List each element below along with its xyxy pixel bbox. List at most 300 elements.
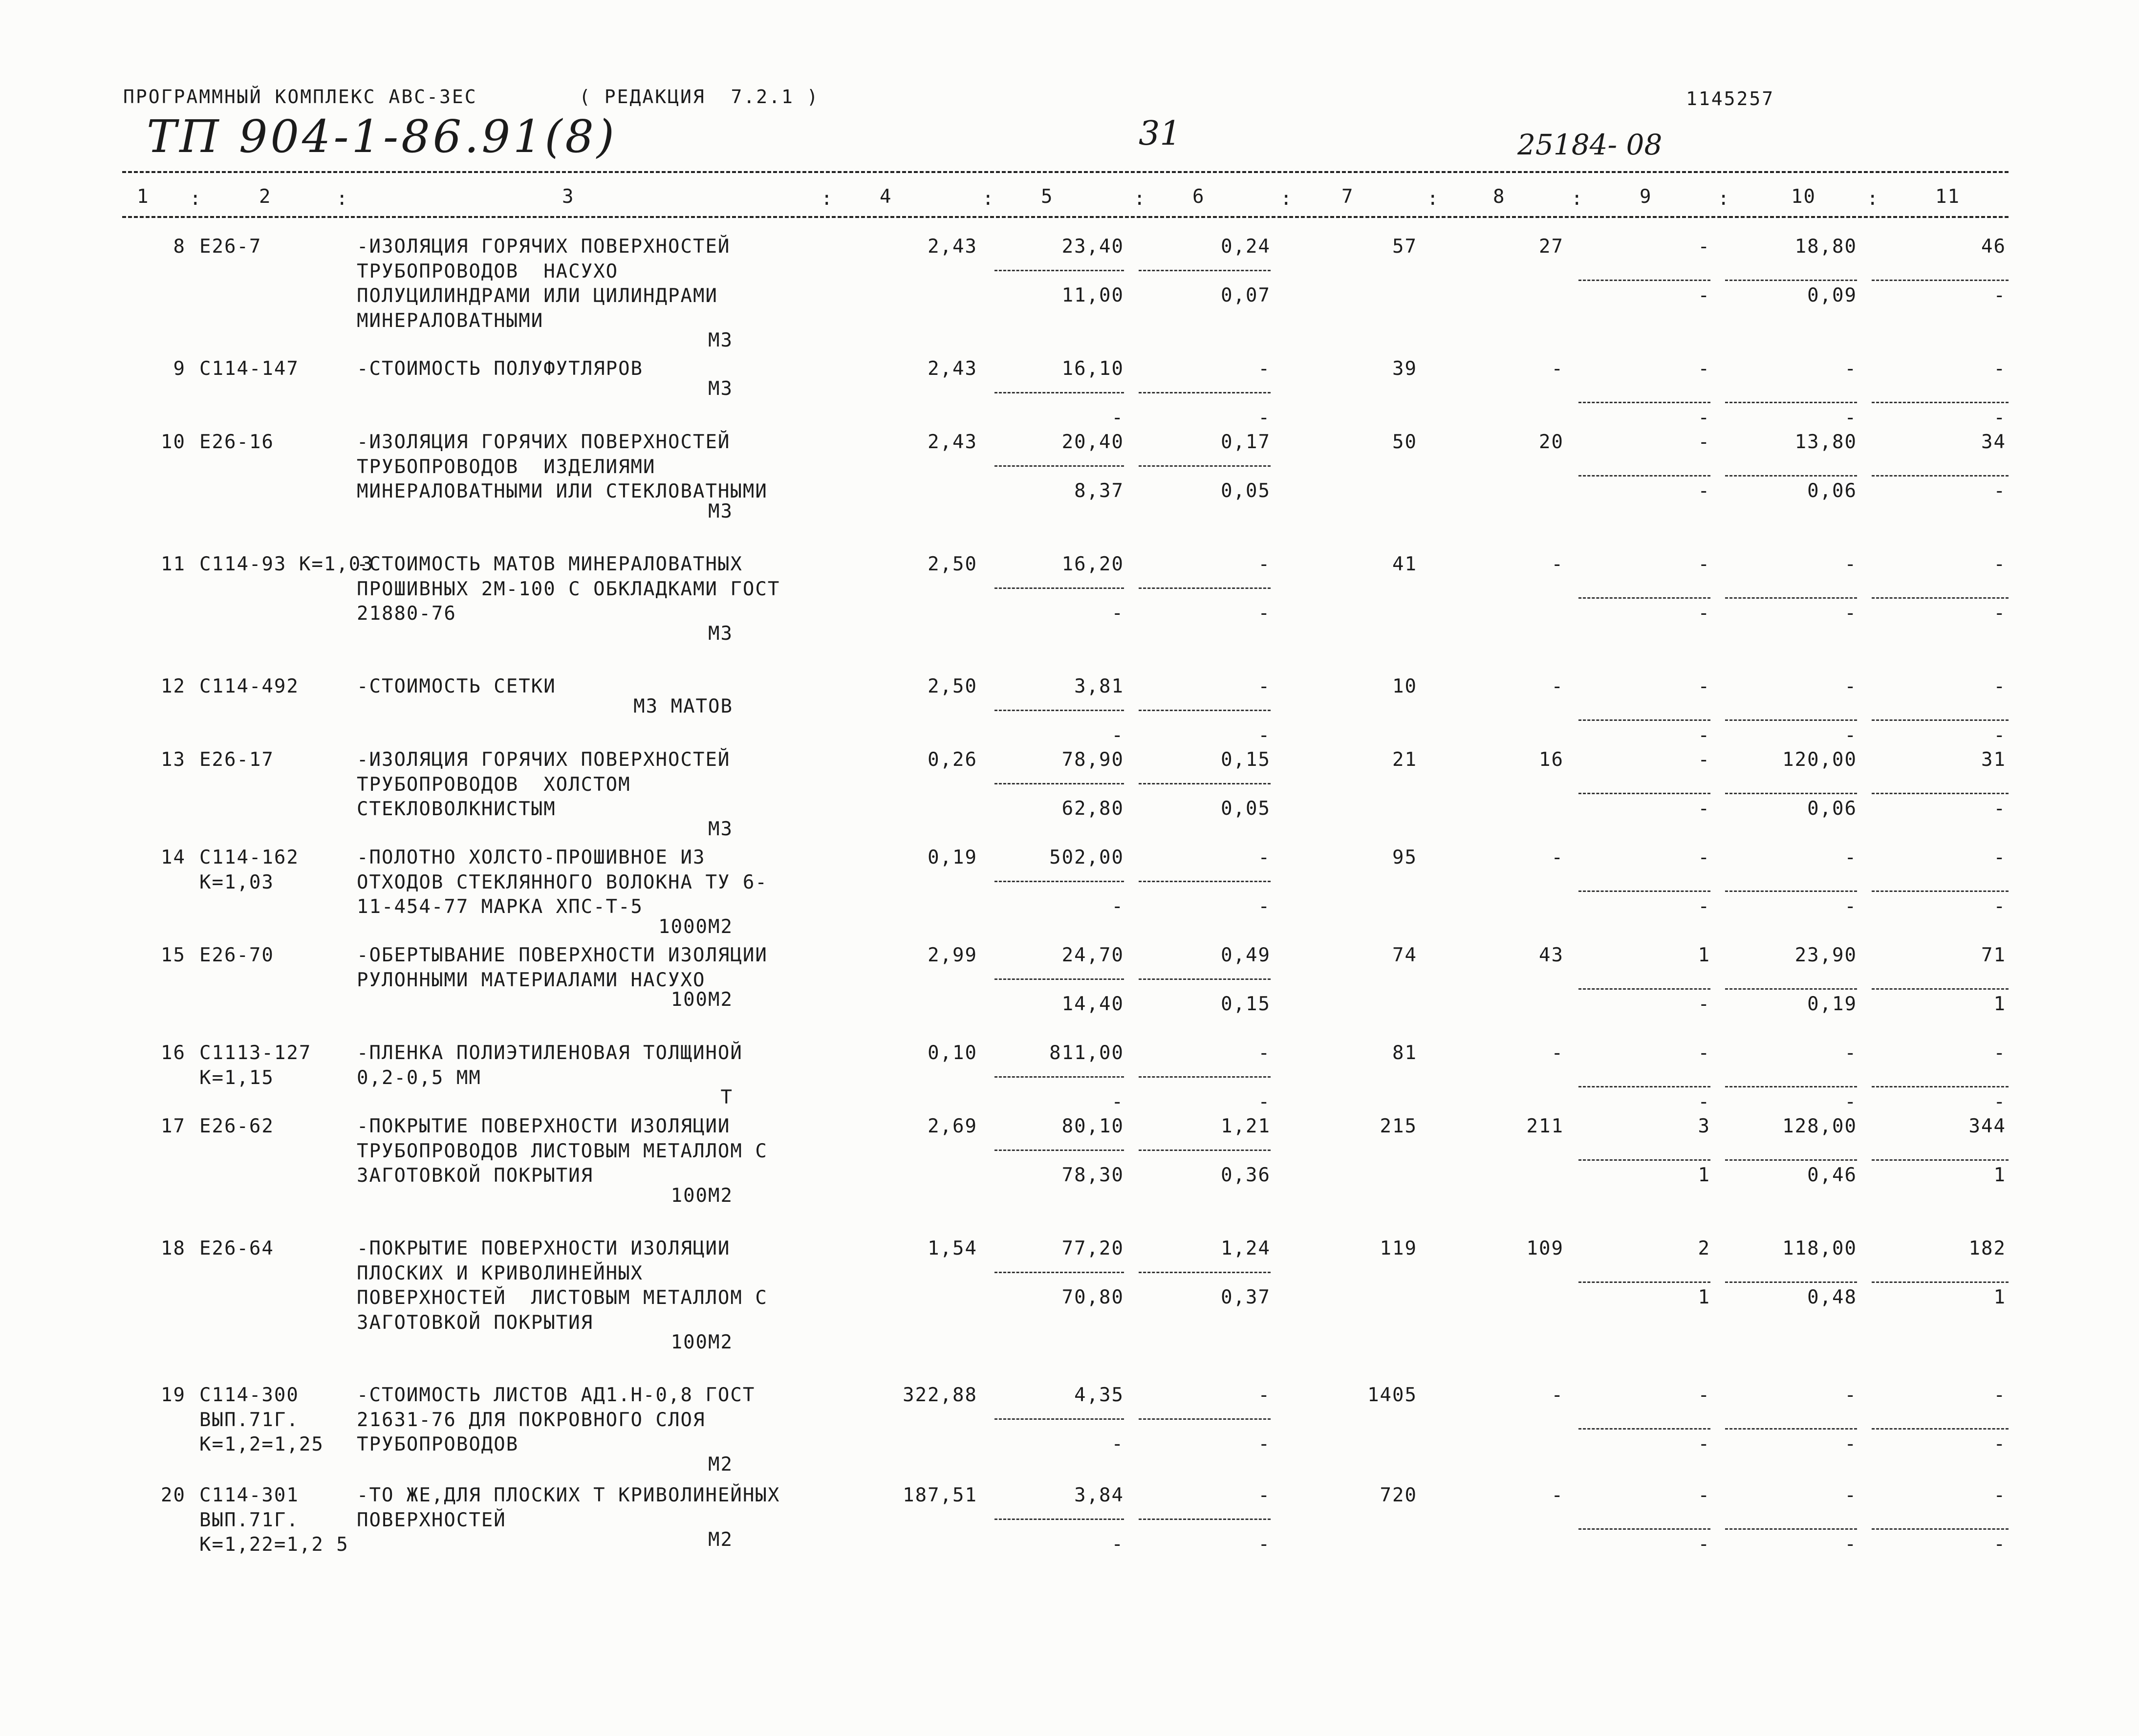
resource-code: С114-301 ВЫП.71Г. К=1,22=1,2 5 — [199, 1484, 349, 1556]
labor-total: 344 — [1968, 1115, 2006, 1137]
quantity: 2,99 — [928, 944, 977, 966]
total-wages: 211 — [1526, 1115, 1564, 1137]
unit-cost-machines: - — [1258, 1042, 1271, 1064]
unit-of-measure: М3 — [708, 622, 733, 645]
total-machines: - — [1698, 675, 1710, 697]
total-machines: 1 — [1698, 944, 1710, 966]
unit-cost-machine-wages: - — [1258, 1433, 1271, 1455]
total-cost: 39 — [1392, 358, 1417, 380]
work-description: -ПЛЕНКА ПОЛИЭТИЛЕНОВАЯ ТОЛЩИНОЙ 0,2-0,5 ММ — [357, 1042, 756, 1089]
fraction-rule — [1725, 719, 1857, 721]
column-number: 10 — [1791, 186, 1816, 208]
total-machine-wages: - — [1698, 993, 1710, 1015]
row-number: 18 — [161, 1237, 186, 1259]
labor-total: - — [1993, 1484, 2006, 1506]
labor-per-unit: 118,00 — [1782, 1237, 1857, 1259]
fraction-rule — [1139, 587, 1271, 589]
unit-cost-machine-wages: 0,05 — [1221, 480, 1271, 502]
fraction-rule — [994, 1418, 1124, 1420]
fraction-rule — [1725, 402, 1857, 403]
total-cost: 119 — [1380, 1237, 1417, 1259]
fraction-rule — [1872, 988, 2009, 990]
column-separator: : — [190, 188, 202, 210]
unit-of-measure: 100М2 — [670, 989, 733, 1011]
unit-cost-wages: - — [1111, 724, 1124, 746]
machinist-labor-per-unit: 0,19 — [1807, 993, 1857, 1015]
machinist-labor-per-unit: - — [1844, 602, 1857, 624]
fraction-rule — [1139, 465, 1271, 467]
fraction-rule — [1139, 270, 1271, 271]
total-machines: - — [1698, 358, 1710, 380]
work-description: -ИЗОЛЯЦИЯ ГОРЯЧИХ ПОВЕРХНОСТЕЙ ТРУБОПРОВОДОВ ХОЛСТОМ СТЕКЛОВОЛКНИСТЫМ — [357, 749, 743, 820]
unit-of-measure: 100М2 — [670, 1184, 733, 1207]
unit-cost-total: 3,81 — [1074, 675, 1124, 697]
total-wages: 27 — [1539, 236, 1564, 258]
fraction-rule — [1725, 1086, 1857, 1087]
column-separator: : — [336, 188, 349, 210]
unit-of-measure: 1000М2 — [658, 915, 733, 938]
unit-cost-total: 4,35 — [1074, 1384, 1124, 1406]
machinist-labor-per-unit: 0,46 — [1807, 1164, 1857, 1186]
fraction-rule — [994, 710, 1124, 711]
fraction-rule — [994, 270, 1124, 271]
column-separator: : — [982, 188, 995, 210]
unit-cost-machines: - — [1258, 1384, 1271, 1406]
column-number: 11 — [1935, 186, 1960, 208]
machinist-labor-per-unit: 0,48 — [1807, 1286, 1857, 1308]
total-machine-wages: - — [1698, 798, 1710, 820]
unit-cost-machine-wages: - — [1258, 724, 1271, 746]
row-number: 10 — [161, 431, 186, 453]
unit-cost-machines: 0,49 — [1221, 944, 1271, 966]
machinist-labor-total: - — [1993, 602, 2006, 624]
fraction-rule — [1578, 597, 1710, 599]
fraction-rule — [1578, 1528, 1710, 1530]
fraction-rule — [1139, 1150, 1271, 1151]
row-number: 13 — [161, 749, 186, 771]
unit-cost-wages: 11,00 — [1061, 284, 1124, 306]
fraction-rule — [1725, 597, 1857, 599]
total-machines: - — [1698, 749, 1710, 771]
unit-cost-total: 23,40 — [1061, 236, 1124, 258]
machinist-labor-per-unit: - — [1844, 1091, 1857, 1113]
fraction-rule — [1725, 280, 1857, 281]
resource-code: Е26-62 — [199, 1115, 274, 1137]
total-machines: - — [1698, 431, 1710, 453]
fraction-rule — [1872, 890, 2009, 892]
total-cost: 21 — [1392, 749, 1417, 771]
fraction-rule — [1139, 1418, 1271, 1420]
fraction-rule — [1872, 475, 2009, 477]
machinist-labor-total: - — [1993, 1091, 2006, 1113]
labor-per-unit: - — [1844, 553, 1857, 575]
labor-total: - — [1993, 358, 2006, 380]
work-description: -ПОКРЫТИЕ ПОВЕРХНОСТИ ИЗОЛЯЦИИ ТРУБОПРОВОДОВ ЛИСТОВЫМ МЕТАЛЛОМ С ЗАГОТОВКОЙ ПОКРЫТИЯ — [357, 1115, 780, 1187]
resource-code: С114-492 — [199, 675, 299, 697]
labor-per-unit: - — [1844, 675, 1857, 697]
row-number: 16 — [161, 1042, 186, 1064]
total-wages: - — [1551, 358, 1564, 380]
unit-cost-wages: - — [1111, 895, 1124, 917]
quantity: 2,43 — [928, 236, 977, 258]
fraction-rule — [1725, 475, 1857, 477]
total-wages: - — [1551, 846, 1564, 868]
column-number: 1 — [137, 186, 150, 208]
row-number: 8 — [173, 236, 186, 258]
unit-cost-machines: 0,24 — [1221, 236, 1271, 258]
labor-total: 46 — [1981, 236, 2006, 258]
fraction-rule — [1578, 1428, 1710, 1430]
total-machine-wages: - — [1698, 1533, 1710, 1555]
labor-total: 34 — [1981, 431, 2006, 453]
fraction-rule — [1139, 1272, 1271, 1273]
program-title: ПРОГРАММНЫЙ КОМПЛЕКС АВС-3ЕС — [123, 86, 477, 108]
fraction-rule — [1872, 597, 2009, 599]
unit-cost-total: 78,90 — [1061, 749, 1124, 771]
work-description: -ИЗОЛЯЦИЯ ГОРЯЧИХ ПОВЕРХНОСТЕЙ ТРУБОПРОВОДОВ НАСУХО ПОЛУЦИЛИНДРАМИ ИЛИ ЦИЛИНДРАМИ МИНЕРАЛОВАТНЫМИ — [357, 236, 743, 332]
fraction-rule — [1578, 1086, 1710, 1087]
quantity: 0,10 — [928, 1042, 977, 1064]
column-number: 2 — [259, 186, 272, 208]
unit-cost-machine-wages: 0,36 — [1221, 1164, 1271, 1186]
fraction-rule — [1578, 1281, 1710, 1283]
machinist-labor-total: 1 — [1993, 1286, 2006, 1308]
total-wages: 109 — [1526, 1237, 1564, 1259]
total-cost: 215 — [1380, 1115, 1417, 1137]
fraction-rule — [1725, 988, 1857, 990]
work-description: -СТОИМОСТЬ МАТОВ МИНЕРАЛОВАТНЫХ ПРОШИВНЫХ 2М-100 С ОБКЛАДКАМИ ГОСТ 21880-76 — [357, 553, 793, 625]
labor-per-unit: 23,90 — [1794, 944, 1857, 966]
labor-per-unit: - — [1844, 1484, 1857, 1506]
column-separator: : — [821, 188, 834, 210]
column-number: 4 — [880, 186, 892, 208]
total-cost: 81 — [1392, 1042, 1417, 1064]
labor-total: - — [1993, 1384, 2006, 1406]
work-description: -СТОИМОСТЬ СЕТКИ — [357, 675, 556, 697]
column-number: 7 — [1341, 186, 1354, 208]
quantity: 2,43 — [928, 358, 977, 380]
total-machine-wages: - — [1698, 284, 1710, 306]
labor-total: - — [1993, 846, 2006, 868]
row-number: 17 — [161, 1115, 186, 1137]
machinist-labor-total: - — [1993, 407, 2006, 429]
fraction-rule — [1578, 890, 1710, 892]
unit-cost-machines: 1,24 — [1221, 1237, 1271, 1259]
labor-total: 71 — [1981, 944, 2006, 966]
total-wages: - — [1551, 1042, 1564, 1064]
fraction-rule — [1578, 475, 1710, 477]
resource-code: Е26-7 — [199, 236, 262, 258]
total-machines: - — [1698, 1484, 1710, 1506]
quantity: 1,54 — [928, 1237, 977, 1259]
unit-cost-machine-wages: 0,05 — [1221, 798, 1271, 820]
unit-cost-total: 811,00 — [1049, 1042, 1124, 1064]
quantity: 2,50 — [928, 675, 977, 697]
fraction-rule — [994, 465, 1124, 467]
fraction-rule — [1872, 280, 2009, 281]
total-machine-wages: 1 — [1698, 1164, 1710, 1186]
total-wages: - — [1551, 553, 1564, 575]
machinist-labor-per-unit: 0,06 — [1807, 480, 1857, 502]
unit-cost-wages: - — [1111, 1091, 1124, 1113]
total-cost: 57 — [1392, 236, 1417, 258]
header-rule-bottom — [122, 216, 2009, 218]
labor-total: - — [1993, 675, 2006, 697]
resource-code: С114-162 К=1,03 — [199, 846, 312, 893]
unit-cost-machine-wages: 0,15 — [1221, 993, 1271, 1015]
unit-cost-wages: 78,30 — [1061, 1164, 1124, 1186]
fraction-rule — [994, 1076, 1124, 1078]
labor-per-unit: - — [1844, 1042, 1857, 1064]
unit-of-measure: М3 — [708, 377, 733, 400]
labor-total: - — [1993, 1042, 2006, 1064]
resource-code: С114-300 ВЫП.71Г. К=1,2=1,25 — [199, 1384, 324, 1455]
work-description: -ИЗОЛЯЦИЯ ГОРЯЧИХ ПОВЕРХНОСТЕЙ ТРУБОПРОВОДОВ ИЗДЕЛИЯМИ МИНЕРАЛОВАТНЫМИ ИЛИ СТЕКЛОВАТНЫМИ — [357, 431, 768, 502]
unit-cost-wages: - — [1111, 602, 1124, 624]
unit-cost-wages: 62,80 — [1061, 798, 1124, 820]
unit-cost-machine-wages: - — [1258, 1091, 1271, 1113]
unit-cost-total: 80,10 — [1061, 1115, 1124, 1137]
machinist-labor-total: 1 — [1993, 1164, 2006, 1186]
unit-cost-machines: - — [1258, 1484, 1271, 1506]
unit-cost-machine-wages: 0,07 — [1221, 284, 1271, 306]
total-wages: - — [1551, 1384, 1564, 1406]
total-cost: 1405 — [1367, 1384, 1417, 1406]
column-number: 8 — [1493, 186, 1506, 208]
total-wages: - — [1551, 1484, 1564, 1506]
fraction-rule — [1872, 793, 2009, 794]
machinist-labor-total: - — [1993, 284, 2006, 306]
quantity: 2,43 — [928, 431, 977, 453]
fraction-rule — [1139, 978, 1271, 980]
unit-cost-total: 24,70 — [1061, 944, 1124, 966]
unit-cost-total: 3,84 — [1074, 1484, 1124, 1506]
resource-code: С114-93 К=1,03 — [199, 553, 374, 575]
unit-cost-total: 502,00 — [1049, 846, 1124, 868]
header-rule-top — [122, 171, 2009, 173]
quantity: 187,51 — [903, 1484, 977, 1506]
total-machines: - — [1698, 236, 1710, 258]
unit-of-measure: М3 — [708, 500, 733, 522]
unit-cost-wages: 14,40 — [1061, 993, 1124, 1015]
labor-per-unit: 128,00 — [1782, 1115, 1857, 1137]
labor-per-unit: - — [1844, 846, 1857, 868]
row-number: 12 — [161, 675, 186, 697]
column-separator: : — [1427, 188, 1440, 210]
fraction-rule — [994, 1150, 1124, 1151]
total-wages: 20 — [1539, 431, 1564, 453]
machinist-labor-total: - — [1993, 724, 2006, 746]
total-machines: 2 — [1698, 1237, 1710, 1259]
unit-cost-machine-wages: - — [1258, 602, 1271, 624]
unit-cost-machine-wages: - — [1258, 895, 1271, 917]
unit-of-measure: М2 — [708, 1529, 733, 1551]
fraction-rule — [1578, 280, 1710, 281]
fraction-rule — [994, 881, 1124, 882]
total-machine-wages: - — [1698, 407, 1710, 429]
total-cost: 50 — [1392, 431, 1417, 453]
total-machines: - — [1698, 1042, 1710, 1064]
unit-of-measure: М3 МАТОВ — [633, 695, 733, 717]
labor-per-unit: 120,00 — [1782, 749, 1857, 771]
fraction-rule — [994, 1272, 1124, 1273]
machinist-labor-per-unit: - — [1844, 895, 1857, 917]
total-machines: - — [1698, 1384, 1710, 1406]
labor-total: - — [1993, 553, 2006, 575]
fraction-rule — [1725, 1428, 1857, 1430]
unit-of-measure: М2 — [708, 1453, 733, 1476]
fraction-rule — [1725, 793, 1857, 794]
work-description: -ТО ЖЕ,ДЛЯ ПЛОСКИХ Т КРИВОЛИНЕЙНЫХ ПОВЕРХНОСТЕЙ — [357, 1484, 793, 1531]
fraction-rule — [1872, 1281, 2009, 1283]
fraction-rule — [1872, 1428, 2009, 1430]
total-machine-wages: - — [1698, 602, 1710, 624]
column-separator: : — [1867, 188, 1880, 210]
column-separator: : — [1134, 188, 1146, 210]
unit-cost-total: 16,20 — [1061, 553, 1124, 575]
row-number: 9 — [173, 358, 186, 380]
unit-cost-machines: - — [1258, 358, 1271, 380]
labor-per-unit: 13,80 — [1794, 431, 1857, 453]
fraction-rule — [1725, 890, 1857, 892]
row-number: 14 — [161, 846, 186, 868]
total-machines: 3 — [1698, 1115, 1710, 1137]
machinist-labor-per-unit: 0,06 — [1807, 798, 1857, 820]
total-cost: 74 — [1392, 944, 1417, 966]
labor-total: 182 — [1968, 1237, 2006, 1259]
resource-code: Е26-64 — [199, 1237, 274, 1259]
resource-code: Е26-17 — [199, 749, 274, 771]
row-number: 19 — [161, 1384, 186, 1406]
work-description: -ПОКРЫТИЕ ПОВЕРХНОСТИ ИЗОЛЯЦИИ ПЛОСКИХ И КРИВОЛИНЕЙНЫХ ПОВЕРХНОСТЕЙ ЛИСТОВЫМ МЕТАЛЛОМ С ЗАГОТОВКОЙ ПОКРЫТИЯ — [357, 1237, 780, 1334]
total-cost: 720 — [1380, 1484, 1417, 1506]
resource-code: С114-147 — [199, 358, 299, 380]
unit-cost-machines: 1,21 — [1221, 1115, 1271, 1137]
total-machines: - — [1698, 846, 1710, 868]
quantity: 322,88 — [903, 1384, 977, 1406]
machinist-labor-total: - — [1993, 1533, 2006, 1555]
fraction-rule — [1725, 1159, 1857, 1161]
fraction-rule — [1139, 710, 1271, 711]
fraction-rule — [1578, 793, 1710, 794]
fraction-rule — [1578, 402, 1710, 403]
fraction-rule — [1139, 1519, 1271, 1520]
machinist-labor-total: - — [1993, 798, 2006, 820]
total-machines: - — [1698, 553, 1710, 575]
unit-cost-machines: 0,15 — [1221, 749, 1271, 771]
resource-code: Е26-70 — [199, 944, 274, 966]
unit-of-measure: Т — [720, 1086, 733, 1108]
total-wages: - — [1551, 675, 1564, 697]
total-machine-wages: - — [1698, 1433, 1710, 1455]
machinist-labor-per-unit: - — [1844, 1533, 1857, 1555]
column-number: 6 — [1192, 186, 1205, 208]
column-number: 3 — [562, 186, 575, 208]
column-number: 9 — [1640, 186, 1652, 208]
project-number-handwritten: ТП 904-1-86.91(8) — [147, 110, 617, 163]
fraction-rule — [1725, 1528, 1857, 1530]
fraction-rule — [1872, 1528, 2009, 1530]
fraction-rule — [994, 1519, 1124, 1520]
total-machine-wages: 1 — [1698, 1286, 1710, 1308]
work-description: -СТОИМОСТЬ ЛИСТОВ АД1.Н-0,8 ГОСТ 21631-76 ДЛЯ ПОКРОВНОГО СЛОЯ ТРУБОПРОВОДОВ — [357, 1384, 768, 1455]
machinist-labor-total: - — [1993, 895, 2006, 917]
unit-cost-machine-wages: 0,37 — [1221, 1286, 1271, 1308]
work-description: -ОБЕРТЫВАНИЕ ПОВЕРХНОСТИ ИЗОЛЯЦИИ РУЛОННЫМИ МАТЕРИАЛАМИ НАСУХО — [357, 944, 780, 991]
unit-cost-wages: - — [1111, 1533, 1124, 1555]
fraction-rule — [1578, 719, 1710, 721]
fraction-rule — [1872, 1159, 2009, 1161]
fraction-rule — [1872, 719, 2009, 721]
labor-per-unit: 18,80 — [1794, 236, 1857, 258]
total-machine-wages: - — [1698, 480, 1710, 502]
page-number-handwritten: 31 — [1139, 114, 1181, 153]
resource-code: Е26-16 — [199, 431, 274, 453]
fraction-rule — [994, 978, 1124, 980]
machinist-labor-total: - — [1993, 1433, 2006, 1455]
unit-of-measure: М3 — [708, 329, 733, 351]
total-cost: 10 — [1392, 675, 1417, 697]
total-cost: 41 — [1392, 553, 1417, 575]
total-machine-wages: - — [1698, 1091, 1710, 1113]
quantity: 0,19 — [928, 846, 977, 868]
edition-label: ( РЕДАКЦИЯ 7.2.1 ) — [579, 86, 820, 108]
row-number: 20 — [161, 1484, 186, 1506]
total-wages: 43 — [1539, 944, 1564, 966]
column-separator: : — [1571, 188, 1584, 210]
machinist-labor-total: - — [1993, 480, 2006, 502]
document-number: 1145257 — [1686, 88, 1775, 109]
unit-cost-total: 20,40 — [1061, 431, 1124, 453]
total-cost: 95 — [1392, 846, 1417, 868]
unit-cost-machines: - — [1258, 675, 1271, 697]
unit-cost-machines: 0,17 — [1221, 431, 1271, 453]
resource-code: С1113-127 К=1,15 — [199, 1042, 324, 1089]
row-number: 15 — [161, 944, 186, 966]
fraction-rule — [994, 783, 1124, 784]
total-wages: 16 — [1539, 749, 1564, 771]
labor-per-unit: - — [1844, 1384, 1857, 1406]
unit-cost-machine-wages: - — [1258, 407, 1271, 429]
fraction-rule — [1139, 392, 1271, 393]
unit-cost-machines: - — [1258, 846, 1271, 868]
machinist-labor-total: 1 — [1993, 993, 2006, 1015]
unit-of-measure: М3 — [708, 818, 733, 840]
work-description: -ПОЛОТНО ХОЛСТО-ПРОШИВНОЕ ИЗ ОТХОДОВ СТЕКЛЯННОГО ВОЛОКНА ТУ 6-11-454-77 МАРКА ХПС-Т-5 — [357, 846, 768, 918]
column-separator: : — [1280, 188, 1293, 210]
unit-cost-total: 77,20 — [1061, 1237, 1124, 1259]
quantity: 2,69 — [928, 1115, 977, 1137]
fraction-rule — [1725, 1281, 1857, 1283]
quantity: 2,50 — [928, 553, 977, 575]
labor-per-unit: - — [1844, 358, 1857, 380]
fraction-rule — [1139, 783, 1271, 784]
total-machine-wages: - — [1698, 895, 1710, 917]
fraction-rule — [1872, 402, 2009, 403]
machinist-labor-per-unit: 0,09 — [1807, 284, 1857, 306]
fraction-rule — [1578, 1159, 1710, 1161]
labor-total: 31 — [1981, 749, 2006, 771]
work-description: -СТОИМОСТЬ ПОЛУФУТЛЯРОВ — [357, 358, 644, 380]
fraction-rule — [1578, 988, 1710, 990]
unit-cost-machines: - — [1258, 553, 1271, 575]
column-number: 5 — [1041, 186, 1054, 208]
machinist-labor-per-unit: - — [1844, 1433, 1857, 1455]
fraction-rule — [994, 587, 1124, 589]
unit-cost-wages: - — [1111, 1433, 1124, 1455]
quantity: 0,26 — [928, 749, 977, 771]
total-machine-wages: - — [1698, 724, 1710, 746]
